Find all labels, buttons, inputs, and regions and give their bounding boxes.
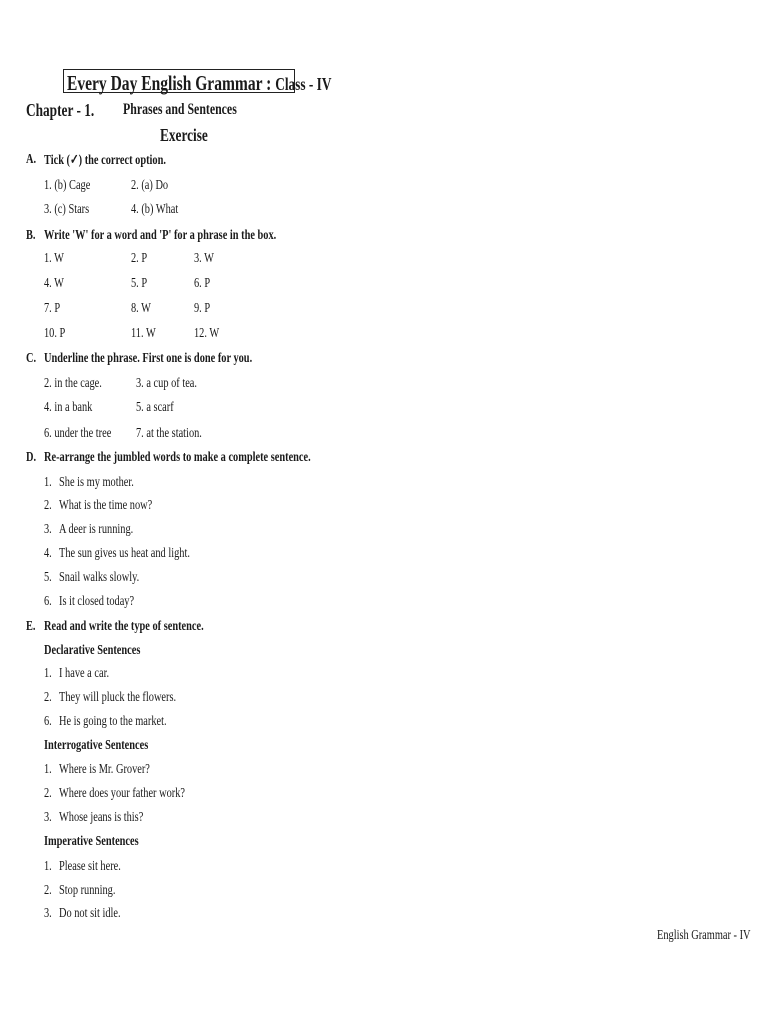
exercise-heading: Exercise (160, 125, 208, 145)
sentence-d-5: Snail walks slowly. (59, 570, 140, 585)
title-box (63, 69, 332, 95)
answer-c-4: 4. in a bank (44, 400, 93, 415)
imperative-sentence-1: Please sit here. (59, 859, 121, 874)
section-a-instruction: Tick (✓) the correct option. (44, 153, 166, 168)
answer-c-7: 7. at the station. (136, 426, 202, 441)
section-d-letter: D. (26, 450, 37, 465)
answer-a-3: 3. (c) Stars (44, 202, 90, 217)
section-a-letter: A. (26, 152, 37, 167)
answer-b-9: 9. P (194, 301, 211, 316)
chapter-number: Chapter - 1. (26, 100, 95, 120)
answer-b-3: 3. W (194, 251, 214, 266)
item-number: 2. (44, 883, 52, 898)
item-number: 1. (44, 859, 52, 874)
sentence-d-6: Is it closed today? (59, 594, 135, 609)
answer-c-6: 6. under the tree (44, 426, 112, 441)
sentence-d-2: What is the time now? (59, 498, 153, 513)
section-b-letter: B. (26, 228, 36, 243)
answer-a-1: 1. (b) Cage (44, 178, 91, 193)
answer-b-12: 12. W (194, 326, 220, 341)
sentence-d-1: She is my mother. (59, 475, 134, 490)
answer-b-8: 8. W (131, 301, 151, 316)
book-title (67, 71, 424, 96)
answer-b-2: 2. P (131, 251, 148, 266)
item-number: 2. (44, 786, 52, 801)
declarative-heading: Declarative Sentences (44, 643, 141, 658)
interrogative-sentence-2: Where does your father work? (59, 786, 185, 801)
item-number: 1. (44, 475, 52, 490)
chapter-topic: Phrases and Sentences (123, 101, 237, 118)
item-number: 3. (44, 906, 52, 921)
answer-b-10: 10. P (44, 326, 66, 341)
section-e-letter: E. (26, 619, 36, 634)
imperative-sentence-3: Do not sit idle. (59, 906, 121, 921)
item-number: 1. (44, 762, 52, 777)
interrogative-heading: Interrogative Sentences (44, 738, 149, 753)
page-footer: English Grammar - IV (657, 928, 751, 943)
section-e-instruction: Read and write the type of sentence. (44, 619, 204, 634)
answer-b-7: 7. P (44, 301, 61, 316)
sentence-d-3: A deer is running. (59, 522, 134, 537)
answer-c-2: 2. in the cage. (44, 376, 102, 391)
item-number: 5. (44, 570, 52, 585)
item-number: 6. (44, 594, 52, 609)
answer-a-4: 4. (b) What (131, 202, 179, 217)
sentence-d-4: The sun gives us heat and light. (59, 546, 190, 561)
imperative-heading: Imperative Sentences (44, 834, 139, 849)
section-c-instruction: Underline the phrase. First one is done for you. (44, 351, 253, 366)
answer-b-11: 11. W (131, 326, 156, 341)
class-label: Class - IV (275, 74, 332, 94)
answer-c-5: 5. a scarf (136, 400, 174, 415)
imperative-sentence-2: Stop running. (59, 883, 116, 898)
declarative-sentence-6: He is going to the market. (59, 714, 167, 729)
item-number: 3. (44, 810, 52, 825)
answer-c-3: 3. a cup of tea. (136, 376, 197, 391)
interrogative-sentence-1: Where is Mr. Grover? (59, 762, 150, 777)
item-number: 2. (44, 498, 52, 513)
section-d-instruction: Re-arrange the jumbled words to make a complete sentence. (44, 450, 311, 465)
answer-a-2: 2. (a) Do (131, 178, 169, 193)
answer-b-6: 6. P (194, 276, 211, 291)
answer-b-5: 5. P (131, 276, 148, 291)
answer-b-4: 4. W (44, 276, 64, 291)
item-number: 4. (44, 546, 52, 561)
item-number: 6. (44, 714, 52, 729)
answer-b-1: 1. W (44, 251, 64, 266)
section-b-instruction: Write 'W' for a word and 'P' for a phrase in the box. (44, 228, 277, 243)
declarative-sentence-2: They will pluck the flowers. (59, 690, 177, 705)
item-number: 2. (44, 690, 52, 705)
interrogative-sentence-3: Whose jeans is this? (59, 810, 144, 825)
item-number: 3. (44, 522, 52, 537)
book-title-text: Every Day English Grammar : (67, 71, 272, 95)
item-number: 1. (44, 666, 52, 681)
declarative-sentence-1: I have a car. (59, 666, 110, 681)
section-c-letter: C. (26, 351, 37, 366)
